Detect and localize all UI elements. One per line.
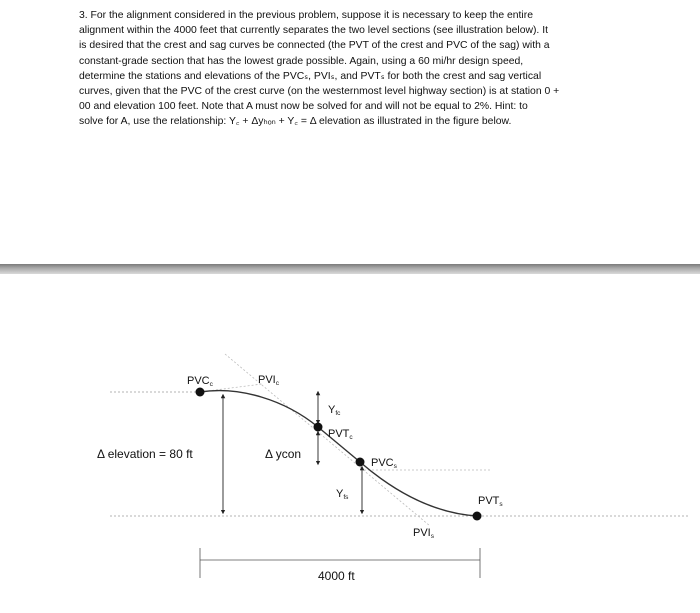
crest-curve xyxy=(200,391,318,427)
problem-line: curves, given that the PVC of the crest curve (on the westernmost level highway section) is at station 0 + xyxy=(79,86,560,98)
problem-line: 00 and elevation 100 feet. Note that A must now be solved for and will not be equal to 2%. Hint: to xyxy=(79,101,528,113)
problem-statement xyxy=(79,8,639,130)
alignment-figure xyxy=(0,274,700,608)
pvi-crest-label: PVIc xyxy=(258,374,279,387)
problem-line: alignment within the 4000 feet that currently separates the two level sections (see illustration below). It xyxy=(79,25,548,37)
problem-line: solve for A, use the relationship: Y꜀ + Δyₕₒₙ + Y꜀ = Δ elevation as illustrated in the figure below. xyxy=(79,116,512,128)
yfs-label: Yfs xyxy=(336,488,349,501)
problem-line: 3. For the alignment considered in the previous problem, suppose it is necessary to keep the entire xyxy=(79,10,533,21)
page-separator xyxy=(0,264,700,274)
pvc-crest-label: PVCc xyxy=(187,375,213,388)
figure-page xyxy=(0,274,700,608)
yfc-label: Yfc xyxy=(328,404,341,417)
pvt-sag-label: PVTs xyxy=(478,495,503,508)
pvt-sag-point xyxy=(473,512,482,521)
delta-ycon-label: Δ ycon xyxy=(265,447,302,461)
pvi-sag-label: PVIs xyxy=(413,527,434,540)
problem-line: determine the stations and elevations of the PVCₛ, PVIₛ, and PVTₛ for both the crest and sag vertical xyxy=(79,70,542,82)
pvc-crest-point xyxy=(196,388,205,397)
delta-elevation-label: Δ elevation = 80 ft xyxy=(97,447,193,461)
problem-line: is desired that the crest and sag curves be connected (the PVT of the crest and PVC of the sag) with a xyxy=(79,40,550,52)
pvt-crest-point xyxy=(314,423,323,432)
problem-page xyxy=(0,0,700,264)
length-label: 4000 ft xyxy=(318,569,355,583)
grade-tangent-line xyxy=(225,354,430,526)
pvc-sag-label: PVCs xyxy=(371,457,397,470)
problem-line: constant-grade section that has the lowest grade possible. Again, using a 60 mi/hr design speed, xyxy=(79,55,524,67)
pvt-crest-label: PVTc xyxy=(328,428,353,441)
pvc-sag-point xyxy=(356,458,365,467)
